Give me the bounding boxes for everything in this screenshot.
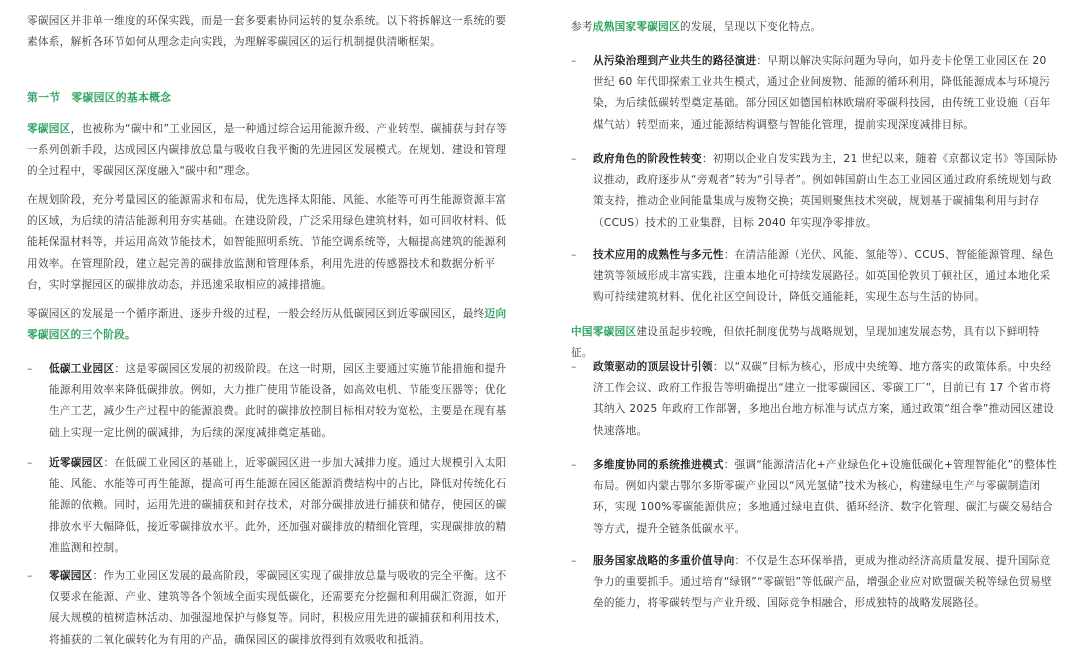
list-item-term: 多维度协同的系统推进模式 [593, 459, 724, 471]
list-item [571, 455, 1058, 540]
list-item-term: 政策驱动的顶层设计引领 [593, 361, 713, 373]
list-item [27, 359, 513, 444]
list-item-text: ：强调“能源清洁化+产业绿色化+设施低碳化+管理智能化”的整体性布局。例如内蒙古鄂尔多斯零碳产业园以“风光氢储”技术为核心，构建绿电生产与零碳制造闭环，实现 100%零碳能源供应；多地通过绿电直供、循环经济、数字化管理、碳汇与碳交易结合等方式，提升全链条低碳水平。 [593, 459, 1057, 535]
dash-bullet-icon: – [27, 363, 33, 375]
china-intro-text: 建设虽起步较晚，但依托制度优势与战略规划，呈现加速发展态势，具有以下鲜明特征。 [571, 326, 1040, 360]
list-item-term: 近零碳园区 [49, 457, 104, 469]
dash-bullet-icon: – [571, 459, 577, 471]
section-heading: 第一节 零碳园区的基本概念 [27, 91, 172, 104]
definition-text: ，也被称为“碳中和”工业园区，是一种通过综合运用能源升级、产业转型、碳捕获与封存等一系列创新手段，达成园区内碳排放总量与吸收自我平衡的先进园区发展模式。在规划、建设和管理的全过程中，零碳园区深度融入“碳中和”理念。 [27, 123, 508, 178]
list-item [27, 566, 513, 651]
mature-intro [571, 17, 1058, 38]
list-item-text: ：作为工业园区发展的最高阶段，零碳园区实现了碳排放总量与吸收的完全平衡。这不仅要求在能源、产业、建筑等各个领域全面实现低碳化，还需要充分挖掘和利用碳汇资源，如开展大规模的植树造林活动、加强湿地保护与修复等。同时，积极应用先进的碳捕获和利用技术，将捕获的二氧化碳转化为有用的产品，确保园区的碳排放得到有效吸收和抵消。 [49, 570, 507, 646]
list-item-term: 从污染治理到产业共生的路径演进 [593, 55, 757, 67]
list-item-term: 服务国家战略的多重价值导向 [593, 555, 735, 567]
list-item [571, 245, 1058, 309]
list-item [571, 149, 1058, 234]
intro-paragraph: 零碳园区并非单一维度的环保实践，而是一套多要素协同运转的复杂系统。以下将拆解这一系统的要素体系，解析各环节如何从理念走向实践，为理解零碳园区的运行机制提供清晰框架。 [27, 15, 507, 49]
development-text: 零碳园区的发展是一个循序渐进、逐步升级的过程，一般会经历从低碳园区到近零碳园区，最终 [27, 308, 485, 320]
list-item [571, 551, 1058, 615]
dash-bullet-icon: – [571, 361, 577, 373]
list-item-text: ：早期以解决实际问题为导向，如丹麦卡伦堡工业园区在 20 世纪 60 年代即探索工业共生模式，通过企业间废物、能源的循环利用，降低能源成本与环境污染，为后续低碳转型奠定基础。部分园区如德国柏林欧瑞府零碳科技园，由传统工业设施（百年煤气站）转型而来，通过能源结构调整与智能化管理，提前实现深度减排目标。 [593, 55, 1051, 131]
dash-bullet-icon: – [571, 153, 577, 165]
list-item-text: ：在低碳工业园区的基础上，近零碳园区进一步加大减排力度。通过大规模引入太阳能、风能、水能等可再生能源，提高可再生能源在园区能源消费结构中的占比，降低对传统化石能源的依赖。同时，运用先进的碳捕获和封存技术，对部分碳排放进行捕获和储存，使园区的碳排放水平大幅降低，接近零碳排放水平。此外，还加强对碳排放的精细化管理，实现碳排放的精准监测和控制。 [49, 457, 507, 554]
development-highlight: 迈向零碳园区的三个阶段。 [27, 308, 507, 342]
mature-intro-suffix: 的发展，呈现以下变化特点。 [679, 21, 822, 33]
list-item-term: 政府角色的阶段性转变 [593, 153, 702, 165]
dash-bullet-icon: – [571, 55, 577, 67]
list-item-text: ：初期以企业自发实践为主，21 世纪以来，随着《京都议定书》等国际协议推动，政府逐步从“旁观者”转为“引导者”。例如韩国蔚山生态工业园区通过政府系统规划与政策支持，推动企业间能量集成与废物交换；英国则聚焦技术突破，规划基于碳捕集利用与封存（CCUS）技术的工业集群，目标 2040 年实现净零排放。 [593, 153, 1058, 229]
list-item-term: 零碳园区 [49, 570, 93, 582]
list-item-term: 技术应用的成熟性与多元性 [593, 249, 724, 261]
list-item-text: ：在清洁能源（光伏、风能、氢能等）、CCUS、智能能源管理、绿色建筑等领域形成丰富实践，注重本地化可持续发展路径。如英国伦敦贝丁顿社区，通过本地化采购可持续建筑材料、优化社区空间设计，降低交通能耗，实现生态与生活的协同。 [593, 249, 1054, 304]
list-item [571, 51, 1058, 136]
china-intro-highlight: 中国零碳园区 [571, 326, 637, 338]
list-item-term: 低碳工业园区 [49, 363, 115, 375]
list-item-text: ：不仅是生态环保举措，更成为推动经济高质量发展、提升国际竞争力的重要抓手。通过培育“绿钢”“零碳铝”等低碳产品，增强企业应对欧盟碳关税等绿色贸易壁垒的能力，将零碳转型与产业升级、国际竞争相融合，形成独特的战略发展路径。 [593, 555, 1052, 610]
list-item [571, 357, 1058, 442]
mature-intro-prefix: 参考 [571, 21, 593, 33]
dash-bullet-icon: – [27, 457, 33, 469]
list-item-text: ：以“双碳”目标为核心，形成中央统筹、地方落实的政策体系。中央经济工作会议、政府工作报告等明确提出“建立一批零碳园区、零碳工厂”，目前已有 17 个省市将其纳入 2025 年政府工作部署，多地出台地方标准与试点方案，通过政策“组合拳”推动园区建设快速落地。 [593, 361, 1055, 437]
dash-bullet-icon: – [571, 555, 577, 567]
definition-term: 零碳园区 [27, 123, 71, 135]
mature-intro-highlight: 成熟国家零碳园区 [592, 21, 680, 33]
stages-paragraph: 在规划阶段，充分考量园区的能源需求和布局，优先选择太阳能、风能、水能等可再生能源资源丰富的区域，为后续的清洁能源利用夯实基础。在建设阶段，广泛采用绿色建筑材料，如可回收材料、低能耗保温材料等，并运用高效节能技术，如智能照明系统、节能空调系统等，大幅提高建筑的能源利用效率。在管理阶段，建立起完善的碳排放监测和管理体系，利用先进的传感器技术和数据分析平台，实时掌握园区的碳排放动态，并迅速采取相应的减排措施。 [27, 194, 507, 291]
dash-bullet-icon: – [27, 570, 33, 582]
dash-bullet-icon: – [571, 249, 577, 261]
definition-paragraph [27, 119, 513, 183]
development-paragraph [27, 304, 513, 346]
list-item [27, 453, 513, 559]
list-item-text: ：这是零碳园区发展的初级阶段。在这一时期，园区主要通过实施节能措施和提升能源利用效率来降低碳排放。例如，大力推广使用节能设备，如高效电机、节能变压器等；优化生产工艺，减少生产过程中的能源浪费。此时的碳排放控制目标相对较为宽松，主要是在现有基础上实现一定比例的碳减排，为后续的深度减排奠定基础。 [49, 363, 507, 439]
